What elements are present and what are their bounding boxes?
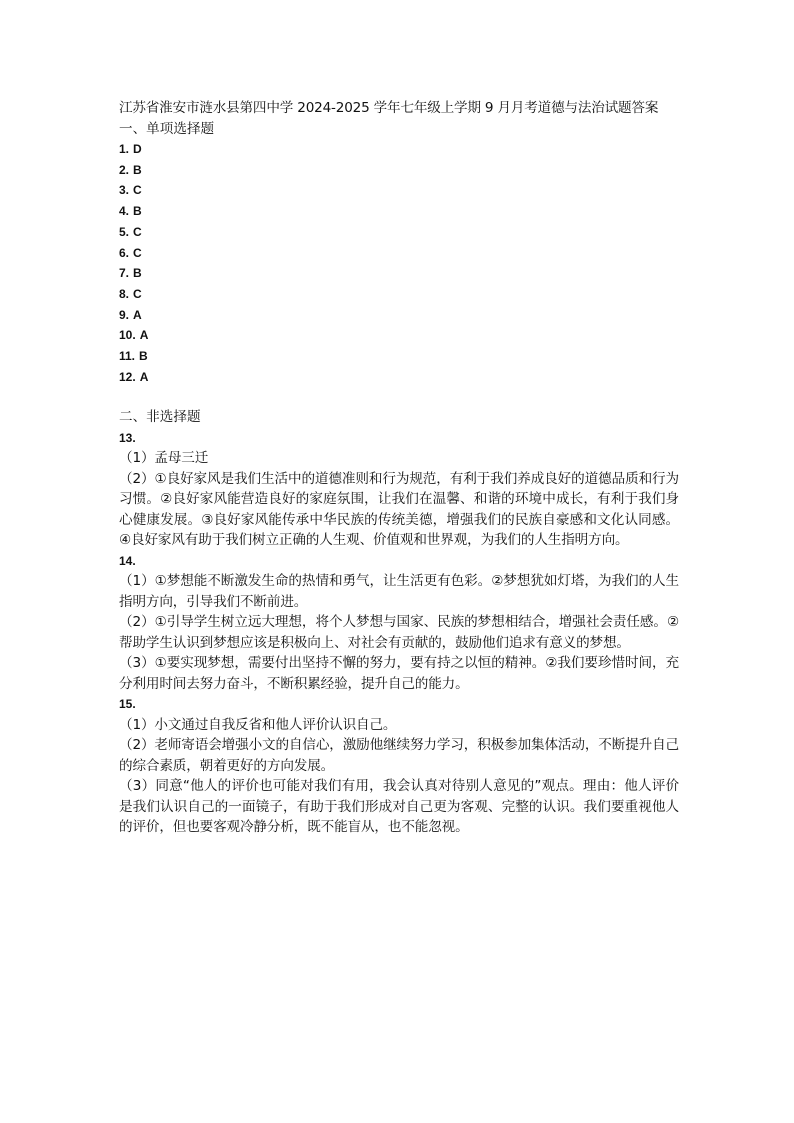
answer-sheet (119, 98, 679, 838)
choice-answer-item: 10. A (119, 328, 149, 343)
choice-answer-item: 9. A (119, 307, 142, 322)
answer-paragraph: （1）小文通过自我反省和他人评价认识自己。 (119, 716, 397, 733)
answer-paragraph: （2）老师寄语会增强小文的自信心，激励他继续努力学习，积极参加集体活动，不断提升自己的综合素质，朝着更好的方向发展。 (119, 737, 679, 774)
section-heading-non-choice: 二、非选择题 (119, 409, 201, 426)
question-number: 15. (119, 697, 136, 712)
choice-answer-item: 5. C (119, 224, 142, 239)
answer-paragraph: （2）①良好家风是我们生活中的道德准则和行为规范，有利于我们养成良好的道德品质和行为习惯。②良好家风能营造良好的家庭氛围，让我们在温馨、和谐的环境中成长，有利于我们身心健康发展。③良好家风能传承中华民族的传统美德，增强我们的民族自豪感和文化认同感。④良好家风有助于我们树立正确的人生观、价值观和世界观，为我们的人生指明方向。 (119, 470, 679, 549)
section-spacer (119, 387, 679, 407)
choice-answer-item: 11. B (119, 349, 148, 364)
choice-answer-item: 3. C (119, 183, 142, 198)
answer-paragraph: （3）①要实现梦想，需要付出坚持不懈的努力，要有持之以恒的精神。②我们要珍惜时间，充分利用时间去努力奋斗，不断积累经验，提升自己的能力。 (119, 655, 679, 692)
choice-answer-item: 2. B (119, 162, 142, 177)
question-number: 13. (119, 430, 136, 445)
choice-answer-list (119, 139, 679, 387)
choice-answer-item: 12. A (119, 369, 149, 384)
choice-answer-item: 1. D (119, 142, 142, 156)
answer-paragraph: （3）同意“他人的评价也可能对我们有用，我会认真对待别人意见的”观点。理由：他人评价是我们认识自己的一面镜子，有助于我们形成对自己更为客观、完整的认识。我们要重视他人的评价，但也要客观冷静分析，既不能盲从，也不能忽视。 (119, 778, 679, 836)
answer-paragraph: （1）①梦想能不断激发生命的热情和勇气，让生活更有色彩。②梦想犹如灯塔，为我们的人生指明方向，引导我们不断前进。 (119, 573, 679, 610)
section-heading-single-choice: 一、单项选择题 (119, 120, 215, 137)
answer-paragraph: （1）孟母三迁 (119, 450, 209, 467)
choice-answer-item: 4. B (119, 204, 142, 219)
choice-answer-item: 6. C (119, 245, 142, 260)
choice-answer-item: 7. B (119, 266, 142, 281)
choice-answer-item: 8. C (119, 286, 142, 301)
question-number: 14. (119, 553, 136, 568)
document-title: 江苏省淮安市涟水县第四中学 2024-2025 学年七年级上学期 9 月月考道德与法治试题答案 (119, 100, 659, 116)
answer-paragraph: （2）①引导学生树立远大理想，将个人梦想与国家、民族的梦想相结合，增强社会责任感。②帮助学生认识到梦想应该是积极向上、对社会有贡献的，鼓励他们追求有意义的梦想。 (119, 614, 679, 651)
